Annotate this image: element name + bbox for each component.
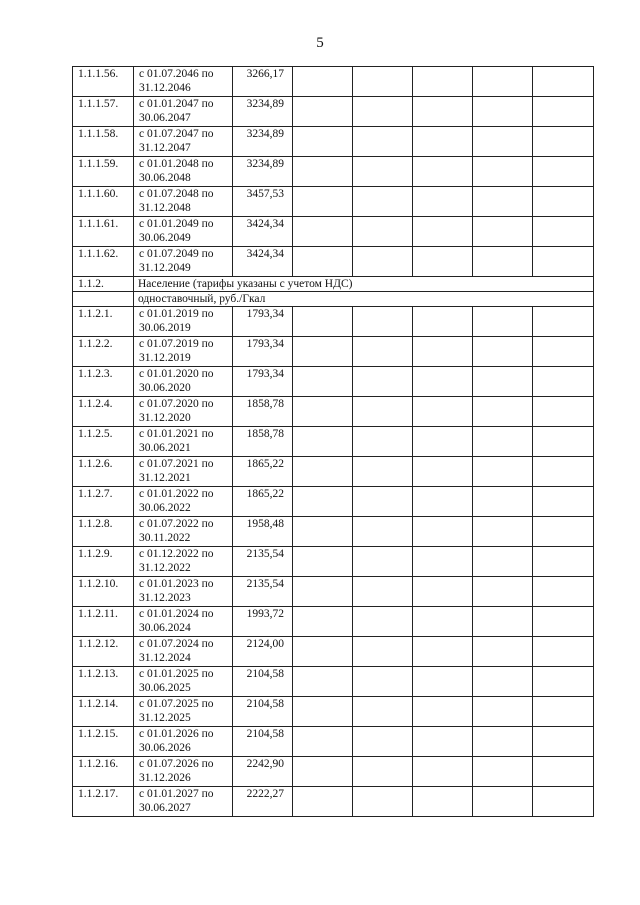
empty-cell: [413, 607, 473, 637]
empty-cell: [293, 577, 353, 607]
row-number: 1.1.2.13.: [73, 667, 134, 697]
table-row: [73, 367, 594, 397]
table-row: [73, 457, 594, 487]
table-row: [73, 697, 594, 727]
table-row: [73, 397, 594, 427]
empty-cell: [533, 307, 594, 337]
empty-cell: [533, 697, 594, 727]
row-period: с 01.01.2022 по 30.06.2022: [134, 487, 233, 517]
empty-cell: [293, 67, 353, 97]
empty-cell: [293, 607, 353, 637]
empty-cell: [293, 337, 353, 367]
row-period: с 01.07.2026 по 31.12.2026: [134, 757, 233, 787]
row-period: с 01.01.2023 по 31.12.2023: [134, 577, 233, 607]
empty-cell: [473, 517, 533, 547]
row-period: с 01.01.2027 по 30.06.2027: [134, 787, 233, 817]
row-number: 1.1.2.9.: [73, 547, 134, 577]
empty-cell: [293, 427, 353, 457]
row-period: с 01.07.2025 по 31.12.2025: [134, 697, 233, 727]
empty-cell: [353, 517, 413, 547]
empty-cell: [413, 637, 473, 667]
empty-cell: [533, 157, 594, 187]
table-row: [73, 187, 594, 217]
empty-cell: [533, 757, 594, 787]
empty-cell: [413, 577, 473, 607]
section-number: 1.1.2.: [73, 277, 134, 292]
empty-cell: [353, 757, 413, 787]
empty-cell: [353, 217, 413, 247]
table-row: [73, 97, 594, 127]
row-value: 1793,34: [233, 307, 293, 337]
empty-cell: [473, 427, 533, 457]
empty-cell: [293, 187, 353, 217]
empty-cell: [353, 247, 413, 277]
table-row: [73, 607, 594, 637]
row-value: 3234,89: [233, 97, 293, 127]
empty-cell: [293, 487, 353, 517]
table-row: [73, 517, 594, 547]
row-period: с 01.07.2019 по 31.12.2019: [134, 337, 233, 367]
tariff-table: [72, 66, 594, 817]
section-title-row: [73, 277, 594, 292]
row-value: 1858,78: [233, 397, 293, 427]
empty-cell: [533, 637, 594, 667]
empty-cell: [473, 97, 533, 127]
row-number: 1.1.2.5.: [73, 427, 134, 457]
empty-cell: [473, 757, 533, 787]
empty-cell: [533, 337, 594, 367]
empty-cell: [533, 607, 594, 637]
empty-cell: [413, 787, 473, 817]
table-row: [73, 217, 594, 247]
row-number: 1.1.2.16.: [73, 757, 134, 787]
row-period: с 01.07.2049 по 31.12.2049: [134, 247, 233, 277]
row-period: с 01.01.2020 по 30.06.2020: [134, 367, 233, 397]
empty-cell: [533, 217, 594, 247]
table-row: [73, 547, 594, 577]
row-number: 1.1.2.7.: [73, 487, 134, 517]
empty-cell: [413, 97, 473, 127]
empty-cell: [533, 97, 594, 127]
page-number: 5: [316, 35, 324, 51]
row-value: 2104,58: [233, 727, 293, 757]
empty-cell: [413, 517, 473, 547]
empty-cell: [293, 517, 353, 547]
empty-cell: [353, 367, 413, 397]
empty-cell: [413, 547, 473, 577]
section-header: [73, 277, 594, 307]
row-period: с 01.07.2020 по 31.12.2020: [134, 397, 233, 427]
empty-cell: [413, 757, 473, 787]
empty-cell: [353, 127, 413, 157]
empty-cell: [473, 637, 533, 667]
table-row: [73, 637, 594, 667]
empty-cell: [353, 67, 413, 97]
row-value: 2222,27: [233, 787, 293, 817]
table-row: [73, 157, 594, 187]
row-value: 2104,58: [233, 697, 293, 727]
empty-cell: [413, 667, 473, 697]
empty-cell: [413, 727, 473, 757]
empty-cell: [353, 187, 413, 217]
row-value: 1793,34: [233, 337, 293, 367]
row-number: 1.1.1.57.: [73, 97, 134, 127]
empty-cell: [293, 637, 353, 667]
empty-cell: [473, 667, 533, 697]
row-value: 1793,34: [233, 367, 293, 397]
empty-cell: [353, 577, 413, 607]
row-number: 1.1.1.56.: [73, 67, 134, 97]
row-number: 1.1.1.60.: [73, 187, 134, 217]
empty-cell: [293, 397, 353, 427]
empty-cell: [413, 247, 473, 277]
empty-cell: [353, 697, 413, 727]
row-value: 2135,54: [233, 577, 293, 607]
row-number: 1.1.2.10.: [73, 577, 134, 607]
empty-cell: [293, 97, 353, 127]
empty-cell: [293, 697, 353, 727]
table-row: [73, 787, 594, 817]
empty-cell: [293, 217, 353, 247]
empty-cell: [413, 157, 473, 187]
section-subtitle: одноставочный, руб./Гкал: [134, 292, 594, 307]
empty-cell: [293, 247, 353, 277]
empty-cell: [413, 67, 473, 97]
row-value: 1958,48: [233, 517, 293, 547]
empty-cell: [473, 157, 533, 187]
empty-cell: [293, 757, 353, 787]
row-value: 2124,00: [233, 637, 293, 667]
table-row: [73, 127, 594, 157]
row-value: 1865,22: [233, 487, 293, 517]
row-number: 1.1.2.14.: [73, 697, 134, 727]
empty-cell: [533, 397, 594, 427]
table-row: [73, 337, 594, 367]
empty-cell: [353, 157, 413, 187]
table-row: [73, 577, 594, 607]
empty-cell: [353, 667, 413, 697]
empty-cell: [293, 787, 353, 817]
empty-cell: [533, 187, 594, 217]
empty-cell: [473, 727, 533, 757]
empty-cell: [413, 337, 473, 367]
row-number: 1.1.1.58.: [73, 127, 134, 157]
empty-cell: [473, 127, 533, 157]
row-number: 1.1.2.1.: [73, 307, 134, 337]
row-number: 1.1.2.12.: [73, 637, 134, 667]
row-value: 2104,58: [233, 667, 293, 697]
empty-cell: [533, 367, 594, 397]
empty-cell: [413, 697, 473, 727]
table-row: [73, 757, 594, 787]
row-period: с 01.07.2048 по 31.12.2048: [134, 187, 233, 217]
row-period: с 01.01.2025 по 30.06.2025: [134, 667, 233, 697]
empty-cell: [473, 187, 533, 217]
empty-cell: [473, 307, 533, 337]
row-number: 1.1.2.17.: [73, 787, 134, 817]
row-period: с 01.07.2022 по 30.11.2022: [134, 517, 233, 547]
empty-cell: [353, 427, 413, 457]
table-body-after: [73, 307, 594, 817]
empty-cell: [353, 97, 413, 127]
empty-cell: [293, 307, 353, 337]
row-number: 1.1.2.2.: [73, 337, 134, 367]
empty-cell: [353, 637, 413, 667]
empty-cell: [473, 787, 533, 817]
empty-cell: [533, 457, 594, 487]
row-period: с 01.07.2047 по 31.12.2047: [134, 127, 233, 157]
empty-cell: [473, 397, 533, 427]
row-value: 2135,54: [233, 547, 293, 577]
empty-cell: [473, 697, 533, 727]
empty-cell: [293, 367, 353, 397]
row-period: с 01.07.2024 по 31.12.2024: [134, 637, 233, 667]
row-period: с 01.07.2046 по 31.12.2046: [134, 67, 233, 97]
empty-cell: [353, 487, 413, 517]
empty-cell: [413, 217, 473, 247]
row-value: 3234,89: [233, 127, 293, 157]
empty-cell: [533, 247, 594, 277]
row-period: с 01.01.2021 по 30.06.2021: [134, 427, 233, 457]
row-value: 3457,53: [233, 187, 293, 217]
empty-cell: [473, 337, 533, 367]
row-number: 1.1.2.15.: [73, 727, 134, 757]
empty-cell: [533, 127, 594, 157]
empty-cell: [533, 547, 594, 577]
empty-cell: [293, 127, 353, 157]
row-value: 2242,90: [233, 757, 293, 787]
row-number: 1.1.2.3.: [73, 367, 134, 397]
empty-cell: [473, 67, 533, 97]
empty-cell: [353, 337, 413, 367]
row-value: 3424,34: [233, 217, 293, 247]
empty-cell: [473, 607, 533, 637]
row-number: 1.1.2.4.: [73, 397, 134, 427]
table-row: [73, 67, 594, 97]
empty-cell: [533, 667, 594, 697]
empty-cell: [533, 427, 594, 457]
empty-cell: [293, 457, 353, 487]
row-period: с 01.01.2024 по 30.06.2024: [134, 607, 233, 637]
table-row: [73, 667, 594, 697]
empty-cell: [413, 427, 473, 457]
empty-cell: [473, 457, 533, 487]
empty-cell: [473, 547, 533, 577]
empty-cell: [473, 367, 533, 397]
row-value: 3424,34: [233, 247, 293, 277]
row-period: с 01.07.2021 по 31.12.2021: [134, 457, 233, 487]
empty-cell: [293, 667, 353, 697]
empty-cell: [533, 517, 594, 547]
table-row: [73, 427, 594, 457]
empty-cell: [293, 547, 353, 577]
empty-cell: [353, 307, 413, 337]
row-value: 3266,17: [233, 67, 293, 97]
empty-cell: [533, 787, 594, 817]
row-number: 1.1.2.11.: [73, 607, 134, 637]
row-period: с 01.01.2047 по 30.06.2047: [134, 97, 233, 127]
row-value: 3234,89: [233, 157, 293, 187]
empty-cell: [353, 547, 413, 577]
section-number-empty: [73, 292, 134, 307]
row-period: с 01.01.2048 по 30.06.2048: [134, 157, 233, 187]
empty-cell: [353, 607, 413, 637]
empty-cell: [533, 727, 594, 757]
row-number: 1.1.2.8.: [73, 517, 134, 547]
empty-cell: [473, 487, 533, 517]
row-period: с 01.01.2049 по 30.06.2049: [134, 217, 233, 247]
empty-cell: [533, 577, 594, 607]
section-title: Население (тарифы указаны с учетом НДС): [134, 277, 594, 292]
empty-cell: [353, 787, 413, 817]
empty-cell: [413, 397, 473, 427]
empty-cell: [293, 727, 353, 757]
row-number: 1.1.1.59.: [73, 157, 134, 187]
table-row: [73, 727, 594, 757]
empty-cell: [413, 307, 473, 337]
empty-cell: [353, 397, 413, 427]
table-row: [73, 487, 594, 517]
row-number: 1.1.1.61.: [73, 217, 134, 247]
row-number: 1.1.1.62.: [73, 247, 134, 277]
table-row: [73, 307, 594, 337]
empty-cell: [353, 727, 413, 757]
empty-cell: [413, 457, 473, 487]
row-value: 1858,78: [233, 427, 293, 457]
empty-cell: [473, 217, 533, 247]
empty-cell: [413, 487, 473, 517]
row-period: с 01.01.2026 по 30.06.2026: [134, 727, 233, 757]
row-period: с 01.12.2022 по 31.12.2022: [134, 547, 233, 577]
empty-cell: [533, 487, 594, 517]
row-value: 1993,72: [233, 607, 293, 637]
empty-cell: [413, 367, 473, 397]
empty-cell: [473, 577, 533, 607]
row-period: с 01.01.2019 по 30.06.2019: [134, 307, 233, 337]
empty-cell: [473, 247, 533, 277]
empty-cell: [293, 157, 353, 187]
row-value: 1865,22: [233, 457, 293, 487]
section-subtitle-row: [73, 292, 594, 307]
row-number: 1.1.2.6.: [73, 457, 134, 487]
table-row: [73, 247, 594, 277]
empty-cell: [413, 187, 473, 217]
empty-cell: [353, 457, 413, 487]
table-body-before: [73, 67, 594, 277]
empty-cell: [413, 127, 473, 157]
empty-cell: [533, 67, 594, 97]
